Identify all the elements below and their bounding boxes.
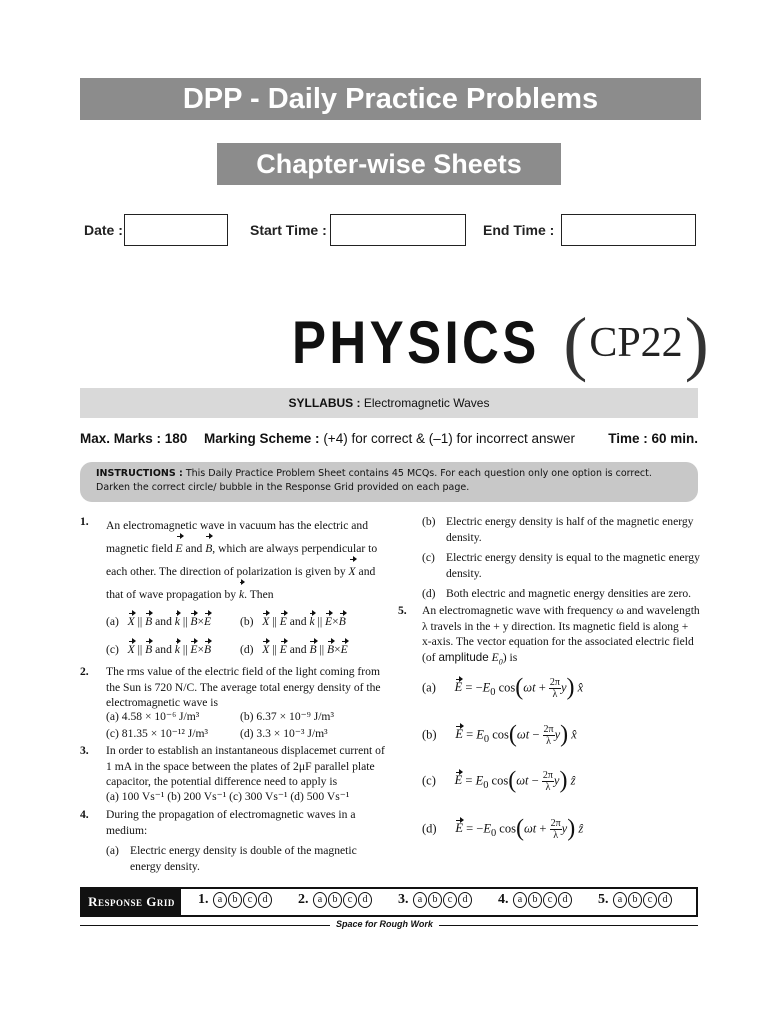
page-title: DPP - Daily Practice Problems bbox=[80, 78, 701, 120]
q1-text: each other. The direction of polarization is given by bbox=[106, 565, 346, 578]
question-1-text bbox=[106, 514, 386, 606]
q1-text: and bbox=[358, 565, 376, 578]
q5-text: ) is bbox=[502, 650, 518, 664]
option-label: (c) bbox=[422, 551, 435, 564]
q1-line bbox=[106, 583, 386, 606]
response-item bbox=[198, 892, 272, 908]
left-bracket-icon: ( bbox=[563, 303, 588, 383]
right-column bbox=[398, 514, 700, 884]
option-label: (b) bbox=[422, 727, 437, 742]
vector-e-icon: E bbox=[190, 643, 198, 656]
q4-option-a: Electric energy density is double of the magnetic energy density. bbox=[130, 844, 357, 873]
answer-bubble[interactable]: a bbox=[313, 892, 327, 908]
answer-bubble[interactable]: b bbox=[228, 892, 242, 908]
syllabus-bar bbox=[80, 388, 698, 418]
and-text: and bbox=[155, 615, 172, 628]
left-column bbox=[80, 514, 385, 884]
start-time-label: Start Time : bbox=[250, 222, 327, 238]
q5-option-b: (b) $E = E_0$ cos(ωt − $\frac{2\pi}{\lambda}$ y) x̂ bbox=[422, 721, 577, 748]
vector-e-icon: E bbox=[455, 727, 463, 742]
question-4-text: During the propagation of electromagnetic waves in a medium: bbox=[106, 808, 356, 837]
answer-bubble[interactable]: a bbox=[513, 892, 527, 908]
vector-e-icon: E bbox=[279, 643, 287, 656]
vector-e-icon: E bbox=[340, 643, 348, 656]
vector-x-icon: X bbox=[349, 560, 356, 583]
q1-text: . Then bbox=[244, 588, 274, 601]
answer-bubble[interactable]: b bbox=[528, 892, 542, 908]
vector-b-icon: B bbox=[338, 615, 346, 628]
syllabus-label: SYLLABUS : bbox=[288, 396, 361, 410]
q2-option-c: (c) 81.35 × 10⁻¹² J/m³ bbox=[106, 727, 208, 740]
question-number: 4. bbox=[80, 808, 89, 821]
vector-x-icon: X bbox=[127, 615, 135, 628]
answer-bubble[interactable]: d bbox=[558, 892, 572, 908]
q4-option-b: Electric energy density is half of the magnetic energy density. bbox=[446, 515, 694, 544]
answer-bubble[interactable]: b bbox=[328, 892, 342, 908]
sheet-code-text: CP22 bbox=[589, 320, 683, 366]
page-subtitle: Chapter-wise Sheets bbox=[217, 143, 561, 185]
option-label: (a) bbox=[422, 680, 436, 695]
marking-scheme-value: (+4) for correct & (–1) for incorrect answer bbox=[323, 431, 576, 446]
q1-text: and bbox=[185, 542, 203, 555]
q5-option-a: (a) $E = -E_0$ cos(ωt + $\frac{2\pi}{\lambda}$ y) x̂ bbox=[422, 674, 584, 701]
q2-option-a: (a) 4.58 × 10⁻⁶ J/m³ bbox=[106, 710, 200, 723]
response-item-number: 4. bbox=[498, 892, 509, 907]
vector-b-icon: B bbox=[309, 643, 317, 656]
question-2-text: The rms value of the electric field of the light coming from the Sun is 720 N/C. The average total energy density of the electromagnetic wave is bbox=[106, 665, 381, 710]
q5-option-c: (c) $E = E_0$ cos(ωt − $\frac{2\pi}{\lambda}$ y) ẑ bbox=[422, 767, 576, 794]
vector-k-icon: k bbox=[309, 615, 315, 628]
subject-title: PHYSICS bbox=[292, 309, 540, 376]
vector-b-icon: B bbox=[145, 615, 153, 628]
answer-bubble[interactable]: a bbox=[613, 892, 627, 908]
question-number: 5. bbox=[398, 604, 407, 617]
response-grid bbox=[80, 887, 698, 917]
response-item bbox=[498, 892, 572, 908]
answer-bubble[interactable]: c bbox=[643, 892, 657, 908]
q4-option-d: Both electric and magnetic energy densities are zero. bbox=[446, 587, 692, 600]
vector-b-icon: B bbox=[326, 643, 335, 656]
option-label: (d) bbox=[422, 587, 436, 600]
instructions-box bbox=[80, 462, 698, 502]
q1-option-a: (a) X || B and k || B×E bbox=[106, 615, 212, 628]
vector-e-icon: E bbox=[454, 773, 463, 788]
response-item bbox=[398, 892, 472, 908]
q1-line bbox=[106, 560, 386, 583]
marking-scheme-label: Marking Scheme : bbox=[204, 431, 320, 446]
max-marks: Max. Marks : 180 bbox=[80, 431, 188, 446]
option-label: (c) bbox=[422, 773, 436, 788]
time-limit: Time : 60 min. bbox=[608, 431, 698, 446]
vector-x-icon: X bbox=[262, 643, 270, 656]
answer-bubble[interactable]: d bbox=[458, 892, 472, 908]
instructions-text: This Daily Practice Problem Sheet contains 45 MCQs. For each question only one option is correct. Darken the correct circle/ bubble in the Response Grid provided on each page. bbox=[96, 468, 652, 493]
vector-b-icon: B bbox=[204, 643, 212, 656]
q1-line bbox=[106, 537, 386, 560]
response-item bbox=[598, 892, 672, 908]
sheet-code bbox=[563, 303, 709, 383]
q1-option-b: (b) X || E and k || E×B bbox=[240, 615, 346, 628]
question-3-text: In order to establish an instantaneous displacemet current of 1 mA in the space between the plates of 2μF parallel plate capacitor, the potential difference need to apply is bbox=[106, 744, 385, 789]
q5-option-d: (d) $E = -E_0$ cos(ωt + $\frac{2\pi}{\lambda}$ y) ẑ bbox=[422, 815, 584, 842]
and-text: and bbox=[289, 615, 307, 628]
q5-text: An electromagnetic wave with frequency ω and wavelength λ travels in the + y direction. Its magnetic field is along + x-axis. The vector equation for the associated electric field (of bbox=[422, 604, 700, 664]
start-time-field[interactable] bbox=[330, 214, 466, 246]
e-zero-symbol: $E_0$ bbox=[491, 650, 503, 667]
option-label: (d) bbox=[240, 643, 254, 656]
vector-e-icon: E bbox=[279, 615, 287, 628]
q2-option-d: (d) 3.3 × 10⁻³ J/m³ bbox=[240, 727, 328, 740]
syllabus-value: Electromagnetic Waves bbox=[363, 396, 490, 410]
q1-line: An electromagnetic wave in vacuum has the electric and bbox=[106, 519, 369, 532]
q4-option-c: Electric energy density is equal to the magnetic energy density. bbox=[446, 551, 700, 580]
answer-bubble[interactable]: c bbox=[243, 892, 257, 908]
response-item-number: 1. bbox=[198, 892, 209, 907]
option-label: (b) bbox=[240, 615, 254, 628]
answer-bubble[interactable]: b bbox=[428, 892, 442, 908]
vector-e-icon: E bbox=[204, 615, 212, 628]
response-item-number: 2. bbox=[298, 892, 309, 907]
rough-work-label: Space for Rough Work bbox=[330, 919, 439, 929]
q1-text: magnetic field bbox=[106, 542, 173, 555]
date-field[interactable] bbox=[124, 214, 228, 246]
response-item-number: 3. bbox=[398, 892, 409, 907]
marking-scheme bbox=[204, 431, 575, 446]
q5-text: amplitude bbox=[438, 650, 489, 664]
vector-e-icon: E bbox=[176, 537, 183, 560]
vector-k-icon: k bbox=[239, 583, 244, 606]
instructions-label: INSTRUCTIONS : bbox=[96, 468, 183, 479]
option-label: (a) bbox=[106, 844, 119, 857]
vector-e-icon: E bbox=[455, 821, 463, 836]
answer-bubble[interactable]: b bbox=[628, 892, 642, 908]
vector-x-icon: X bbox=[127, 643, 135, 656]
option-label: (c) bbox=[106, 643, 119, 656]
response-item bbox=[298, 892, 372, 908]
response-item-number: 5. bbox=[598, 892, 609, 907]
right-bracket-icon: ) bbox=[684, 303, 709, 383]
q1-option-d: (d) X || E and B || B×E bbox=[240, 643, 348, 656]
question-number: 2. bbox=[80, 665, 89, 678]
q1-option-c: (c) X || B and k || E×B bbox=[106, 643, 212, 656]
answer-bubble[interactable]: c bbox=[343, 892, 357, 908]
answer-bubble[interactable]: d bbox=[258, 892, 272, 908]
answer-bubble[interactable]: c bbox=[443, 892, 457, 908]
vector-e-icon: E bbox=[454, 680, 463, 695]
answer-bubble[interactable]: a bbox=[213, 892, 227, 908]
end-time-field[interactable] bbox=[561, 214, 696, 246]
vector-b-icon: B bbox=[145, 643, 153, 656]
vector-k-icon: k bbox=[174, 643, 180, 656]
q2-option-b: (b) 6.37 × 10⁻⁹ J/m³ bbox=[240, 710, 334, 723]
q1-text: , which are always perpendicular to bbox=[212, 542, 378, 555]
end-time-label: End Time : bbox=[483, 222, 555, 238]
vector-e-icon: E bbox=[325, 615, 333, 628]
response-grid-label: Response Grid bbox=[82, 889, 181, 915]
question-number: 3. bbox=[80, 744, 89, 757]
answer-bubble[interactable]: c bbox=[543, 892, 557, 908]
date-label: Date : bbox=[84, 222, 123, 238]
question-number: 1. bbox=[80, 515, 89, 528]
option-label: (d) bbox=[422, 821, 437, 836]
question-5-text bbox=[422, 603, 700, 670]
answer-bubble[interactable]: d bbox=[658, 892, 672, 908]
vector-k-icon: k bbox=[174, 615, 180, 628]
answer-bubble[interactable]: a bbox=[413, 892, 427, 908]
vector-b-icon: B bbox=[205, 537, 212, 560]
vector-b-icon: B bbox=[190, 615, 198, 628]
option-label: (a) bbox=[106, 615, 119, 628]
q1-text: that of wave propagation by bbox=[106, 588, 237, 601]
answer-bubble[interactable]: d bbox=[358, 892, 372, 908]
option-label: (b) bbox=[422, 515, 436, 528]
and-text: and bbox=[289, 643, 307, 656]
and-text: and bbox=[155, 643, 172, 656]
vector-x-icon: X bbox=[262, 615, 270, 628]
q3-options: (a) 100 Vs⁻¹ (b) 200 Vs⁻¹ (c) 300 Vs⁻¹ (d) 500 Vs⁻¹ bbox=[106, 790, 350, 803]
